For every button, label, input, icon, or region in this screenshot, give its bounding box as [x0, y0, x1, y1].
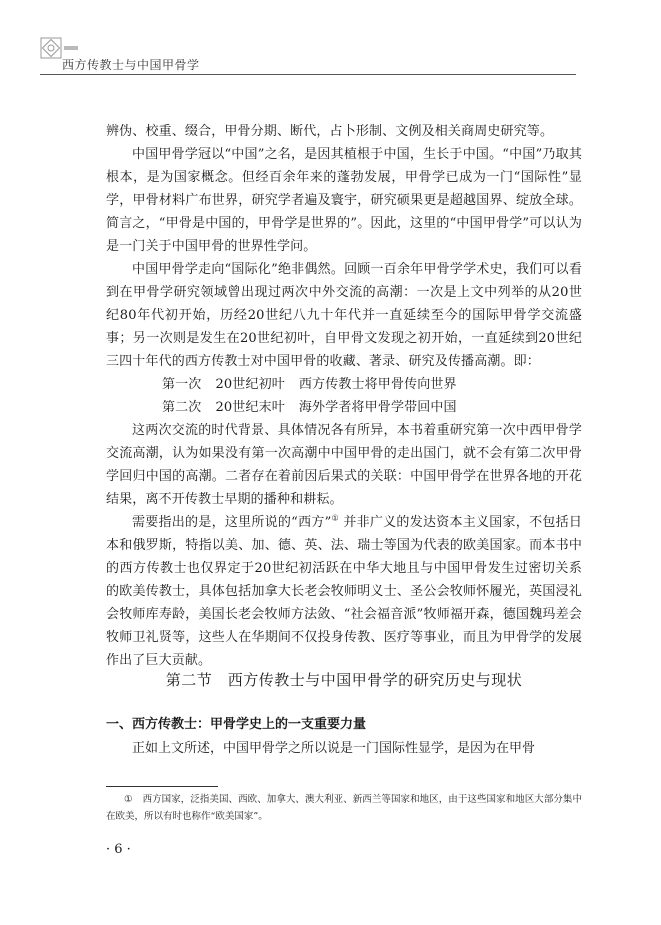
logo-text-mark: [64, 46, 78, 50]
paragraph-5-lead: 需要指出的是，这里所说的“西方”: [132, 515, 332, 530]
subsection-heading: 一、西方传教士：甲骨学史上的一支重要力量: [106, 717, 367, 732]
list-event: 海外学者将甲骨学带回中国: [298, 400, 457, 415]
decorative-knot-logo-icon: [40, 37, 62, 59]
paragraph-1: 辨伪、校重、缀合，甲骨分期、断代，占卜形制、文例及相关商周史研究等。: [106, 124, 554, 139]
exchange-list: [106, 373, 582, 419]
list-item: [162, 373, 582, 396]
footnote-rule: [106, 786, 218, 787]
header-rule: [40, 74, 576, 75]
footnote-mark: ①: [124, 794, 133, 805]
list-period: 20世纪末叶: [215, 400, 285, 415]
list-event: 西方传教士将甲骨传向世界: [298, 377, 457, 392]
paragraph-5-rest: 并非广义的发达资本主义国家，不包括日本和俄罗斯，特指以美、加、德、英、法、瑞士等国为代表的欧美国家。而本书中的西方传教士也仅界定于20世纪初活跃在中华大地且与中国甲骨发生过密切关系的欧美传教士，具体包括加拿大长老会牧师明义士、圣公会牧师怀履光，英国浸礼会牧师库寿龄，美国长老会牧师方法敛、“社会福音派”牧师福开森，德国魏玛差会牧师卫礼贤等，这些人在华期间不仅投身传教、医疗等事业，而且为甲骨学的发展作出了巨大贡献。: [106, 515, 583, 668]
body-text: [106, 120, 582, 672]
paragraph-2: 中国甲骨学冠以“中国”之名，是因其植根于中国，生长于中国。“中国”乃取其根本，是为国家概念。但经百余年来的蓬勃发展，甲骨学已成为一门“国际性”显学，甲骨材料广布世界，研究学者遍及寰宇，研究硕果更是超越国界、绽放全球。简言之，“甲骨是中国的，甲骨学是世界的”。因此，这里的“中国甲骨学”可以认为是一门关于中国甲骨的世界性学问。: [106, 147, 582, 254]
list-item: [162, 396, 582, 419]
list-order: 第一次: [162, 377, 202, 392]
paragraph-4: 这两次交流的时代背景、具体情况各有所异，本书着重研究第一次中西甲骨学交流高潮，认为如果没有第一次高潮中中国甲骨的走出国门，就不会有第二次甲骨学回归中国的高潮。二者存在着前因后果式的关联：中国甲骨学在世界各地的开花结果，离不开传教士早期的播种和耕耘。: [106, 423, 582, 507]
section-lead-paragraph: 正如上文所述，中国甲骨学之所以说是一门国际性显学，是因为在甲骨: [132, 741, 536, 756]
paragraph-5: [106, 511, 582, 672]
footnote-reference[interactable]: ①: [331, 513, 339, 523]
paragraph-3: 中国甲骨学走向“国际化”绝非偶然。回顾一百余年甲骨学学术史，我们可以看到在甲骨学研究领域曾出现过两次中外交流的高潮：一次是上文中列举的从20世纪80年代初开始，历经20世纪八九十年代并一直延续至今的国际甲骨学交流盛事；另一次则是发生在20世纪初叶，自甲骨文发现之初开始，一直延续到20世纪三四十年代的西方传教士对中国甲骨的收藏、著录、研究及传播高潮。即：: [106, 262, 582, 369]
footnote-text: 西方国家，泛指美国、西欧、加拿大、澳大利亚、新西兰等国家和地区，由于这些国家和地区大部分集中在欧美，所以有时也称作“欧美国家”。: [106, 794, 582, 822]
list-order: 第二次: [162, 400, 202, 415]
list-period: 20世纪初叶: [215, 377, 285, 392]
page-number: · 6 ·: [106, 842, 131, 857]
footnote: [106, 791, 582, 825]
running-header-title: 西方传教士与中国甲骨学: [62, 58, 200, 72]
section-title: 第二节 西方传教士与中国甲骨学的研究历史与现状: [165, 671, 523, 689]
